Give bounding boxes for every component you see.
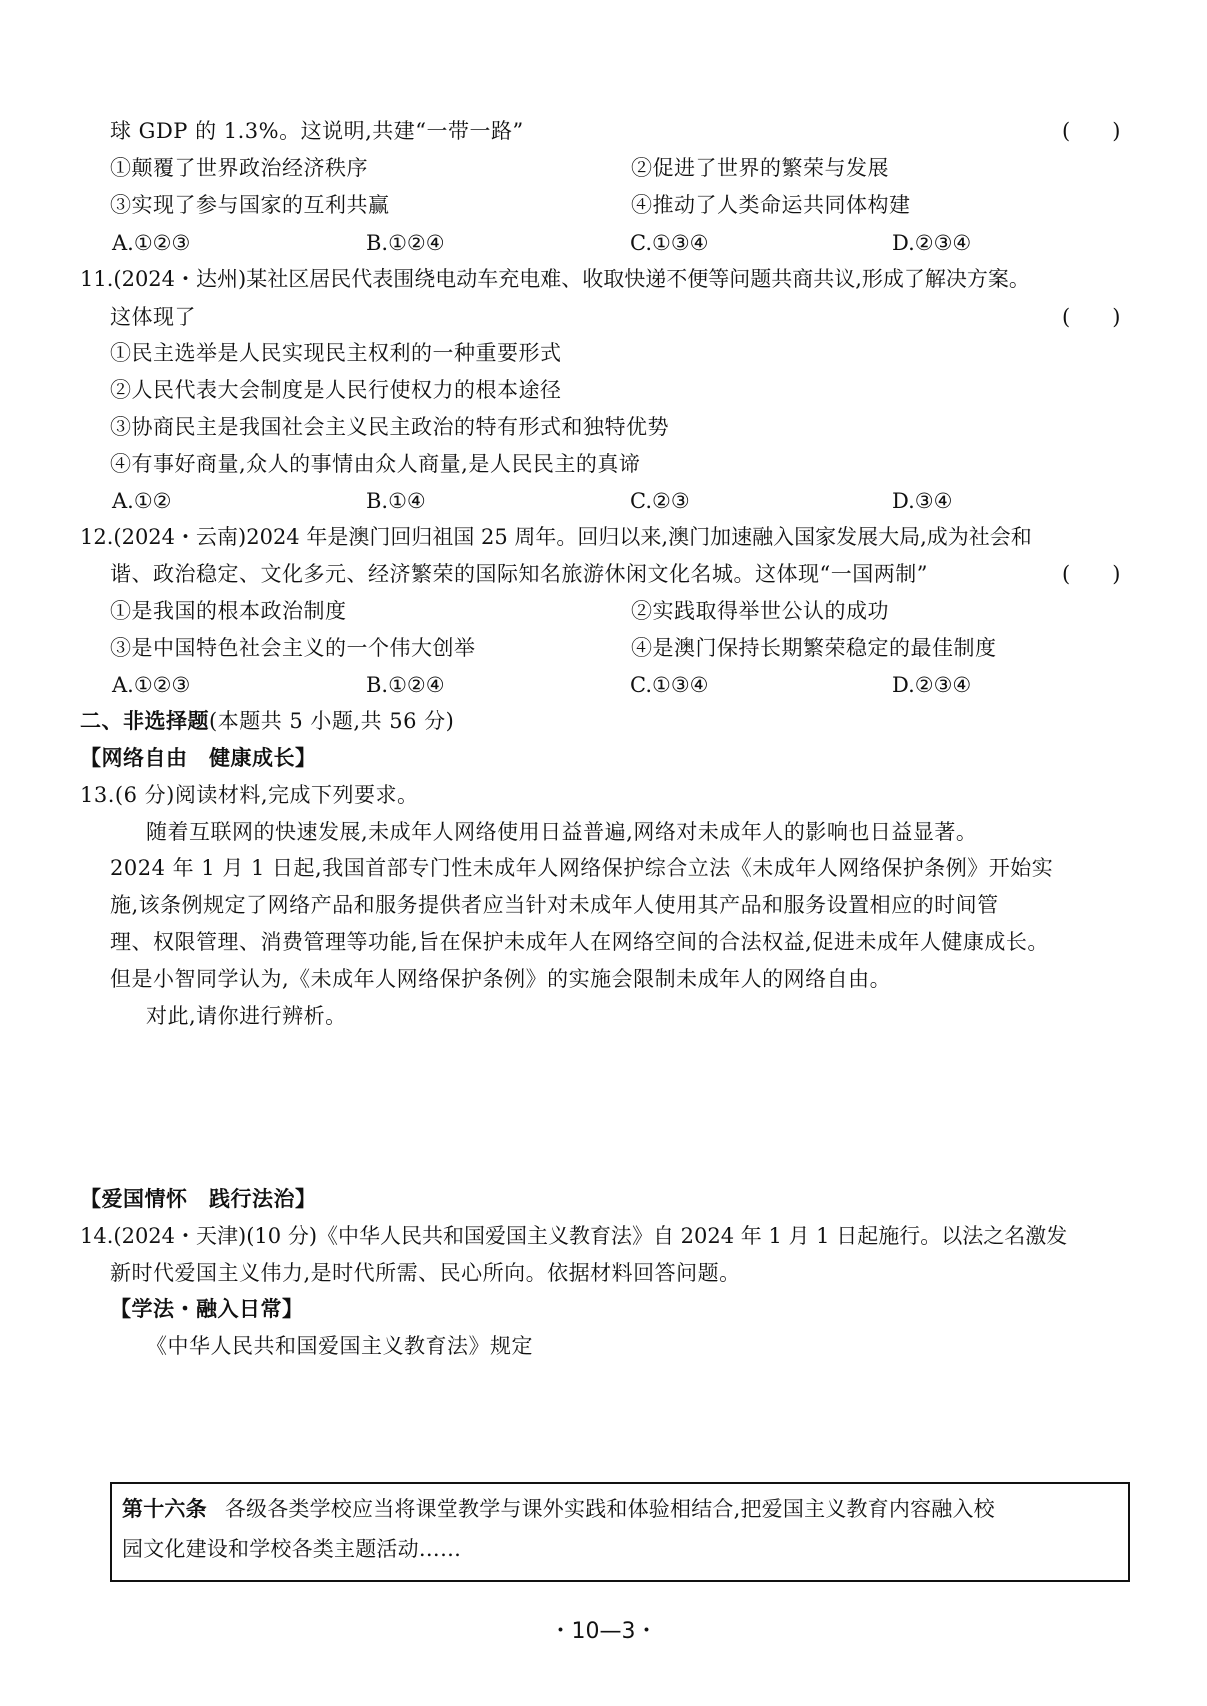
q12-option-d: D.②③④: [892, 673, 972, 697]
q10-item-4: ④推动了人类命运共同体构建: [631, 193, 911, 217]
q10-option-d: D.②③④: [892, 231, 972, 255]
q10-option-b: B.①②④: [366, 231, 445, 255]
article-text-1: 各级各类学校应当将课堂教学与课外实践和体验相结合,把爱国主义教育内容融入校: [224, 1497, 995, 1521]
topic-heading-2: 【爱国情怀 践行法治】: [80, 1187, 317, 1211]
q13-paragraph-line2: 2024 年 1 月 1 日起,我国首部专门性未成年人网络保护综合立法《未成年人网络保护条例》开始实: [110, 856, 1054, 880]
q12-option-a: A.①②③: [112, 673, 191, 697]
article-line-2: 园文化建设和学校各类主题活动……: [122, 1537, 462, 1561]
q10-item-3: ③实现了参与国家的互利共赢: [110, 193, 390, 217]
law-article-box: [110, 1482, 1130, 1582]
q11-item-3: ③协商民主是我国社会主义民主政治的特有形式和独特优势: [110, 415, 669, 439]
q14-subheading: 【学法・融入日常】: [110, 1297, 304, 1321]
section-note: (本题共 5 小题,共 56 分): [209, 709, 455, 733]
q13-paragraph-line3: 施,该条例规定了网络产品和服务提供者应当针对未成年人使用其产品和服务设置相应的时间管: [110, 893, 999, 917]
q11-answer-paren: ( ): [1062, 305, 1121, 329]
q10-answer-paren: ( ): [1062, 119, 1121, 143]
q11-option-c: C.②③: [630, 489, 690, 513]
q12-stem-line2: 谐、政治稳定、文化多元、经济繁荣的国际知名旅游休闲文化名城。这体现“一国两制”: [110, 562, 928, 586]
q12-option-b: B.①②④: [366, 673, 445, 697]
q13-paragraph-line4: 理、权限管理、消费管理等功能,旨在保护未成年人在网络空间的合法权益,促进未成年人健康成长。: [110, 930, 1049, 954]
q13-stem: 13.(6 分)阅读材料,完成下列要求。: [80, 783, 419, 807]
q10-item-1: ①颠覆了世界政治经济秩序: [110, 156, 368, 180]
q12-item-1: ①是我国的根本政治制度: [110, 599, 347, 623]
q11-item-4: ④有事好商量,众人的事情由众人商量,是人民民主的真谛: [110, 452, 641, 476]
q13-task: 对此,请你进行辨析。: [146, 1004, 347, 1028]
q11-option-d: D.③④: [892, 489, 953, 513]
q11-option-a: A.①②: [112, 489, 172, 513]
q13-paragraph-line1: 随着互联网的快速发展,未成年人网络使用日益普遍,网络对未成年人的影响也日益显著。: [146, 820, 978, 844]
q14-law-intro: 《中华人民共和国爱国主义教育法》规定: [146, 1334, 533, 1358]
q13-paragraph-line5: 但是小智同学认为,《未成年人网络保护条例》的实施会限制未成年人的网络自由。: [110, 967, 892, 991]
article-line-1: [122, 1494, 995, 1524]
q10-option-a: A.①②③: [112, 231, 191, 255]
q11-stem-line1: 11.(2024・达州)某社区居民代表围绕电动车充电难、收取快递不便等问题共商共议,形成了解决方案。: [80, 267, 1030, 291]
q10-option-c: C.①③④: [630, 231, 709, 255]
article-label: 第十六条: [122, 1497, 207, 1521]
section-title: 二、非选择题: [80, 709, 209, 733]
q11-item-2: ②人民代表大会制度是人民行使权力的根本途径: [110, 378, 562, 402]
topic-heading-1: 【网络自由 健康成长】: [80, 746, 317, 770]
q11-stem-line2: 这体现了: [110, 305, 196, 329]
q12-stem-line1: 12.(2024・云南)2024 年是澳门回归祖国 25 周年。回归以来,澳门加速融入国家发展大局,成为社会和: [80, 525, 1032, 549]
q12-answer-paren: ( ): [1062, 562, 1121, 586]
q10-item-2: ②促进了世界的繁荣与发展: [631, 156, 889, 180]
q10-stem: 球 GDP 的 1.3%。这说明,共建“一带一路”: [110, 119, 524, 143]
q11-item-1: ①民主选举是人民实现民主权利的一种重要形式: [110, 341, 562, 365]
q12-item-2: ②实践取得举世公认的成功: [631, 599, 889, 623]
q11-option-b: B.①④: [366, 489, 426, 513]
q14-stem-line2: 新时代爱国主义伟力,是时代所需、民心所向。依据材料回答问题。: [110, 1261, 741, 1285]
section-heading: [80, 706, 454, 736]
q14-stem-line1: 14.(2024・天津)(10 分)《中华人民共和国爱国主义教育法》自 2024 年 1 月 1 日起施行。以法之名激发: [80, 1224, 1068, 1248]
q12-option-c: C.①③④: [630, 673, 709, 697]
q12-item-3: ③是中国特色社会主义的一个伟大创举: [110, 636, 476, 660]
q12-item-4: ④是澳门保持长期繁荣稳定的最佳制度: [631, 636, 997, 660]
page-number: ・10—3・: [549, 1619, 658, 1644]
